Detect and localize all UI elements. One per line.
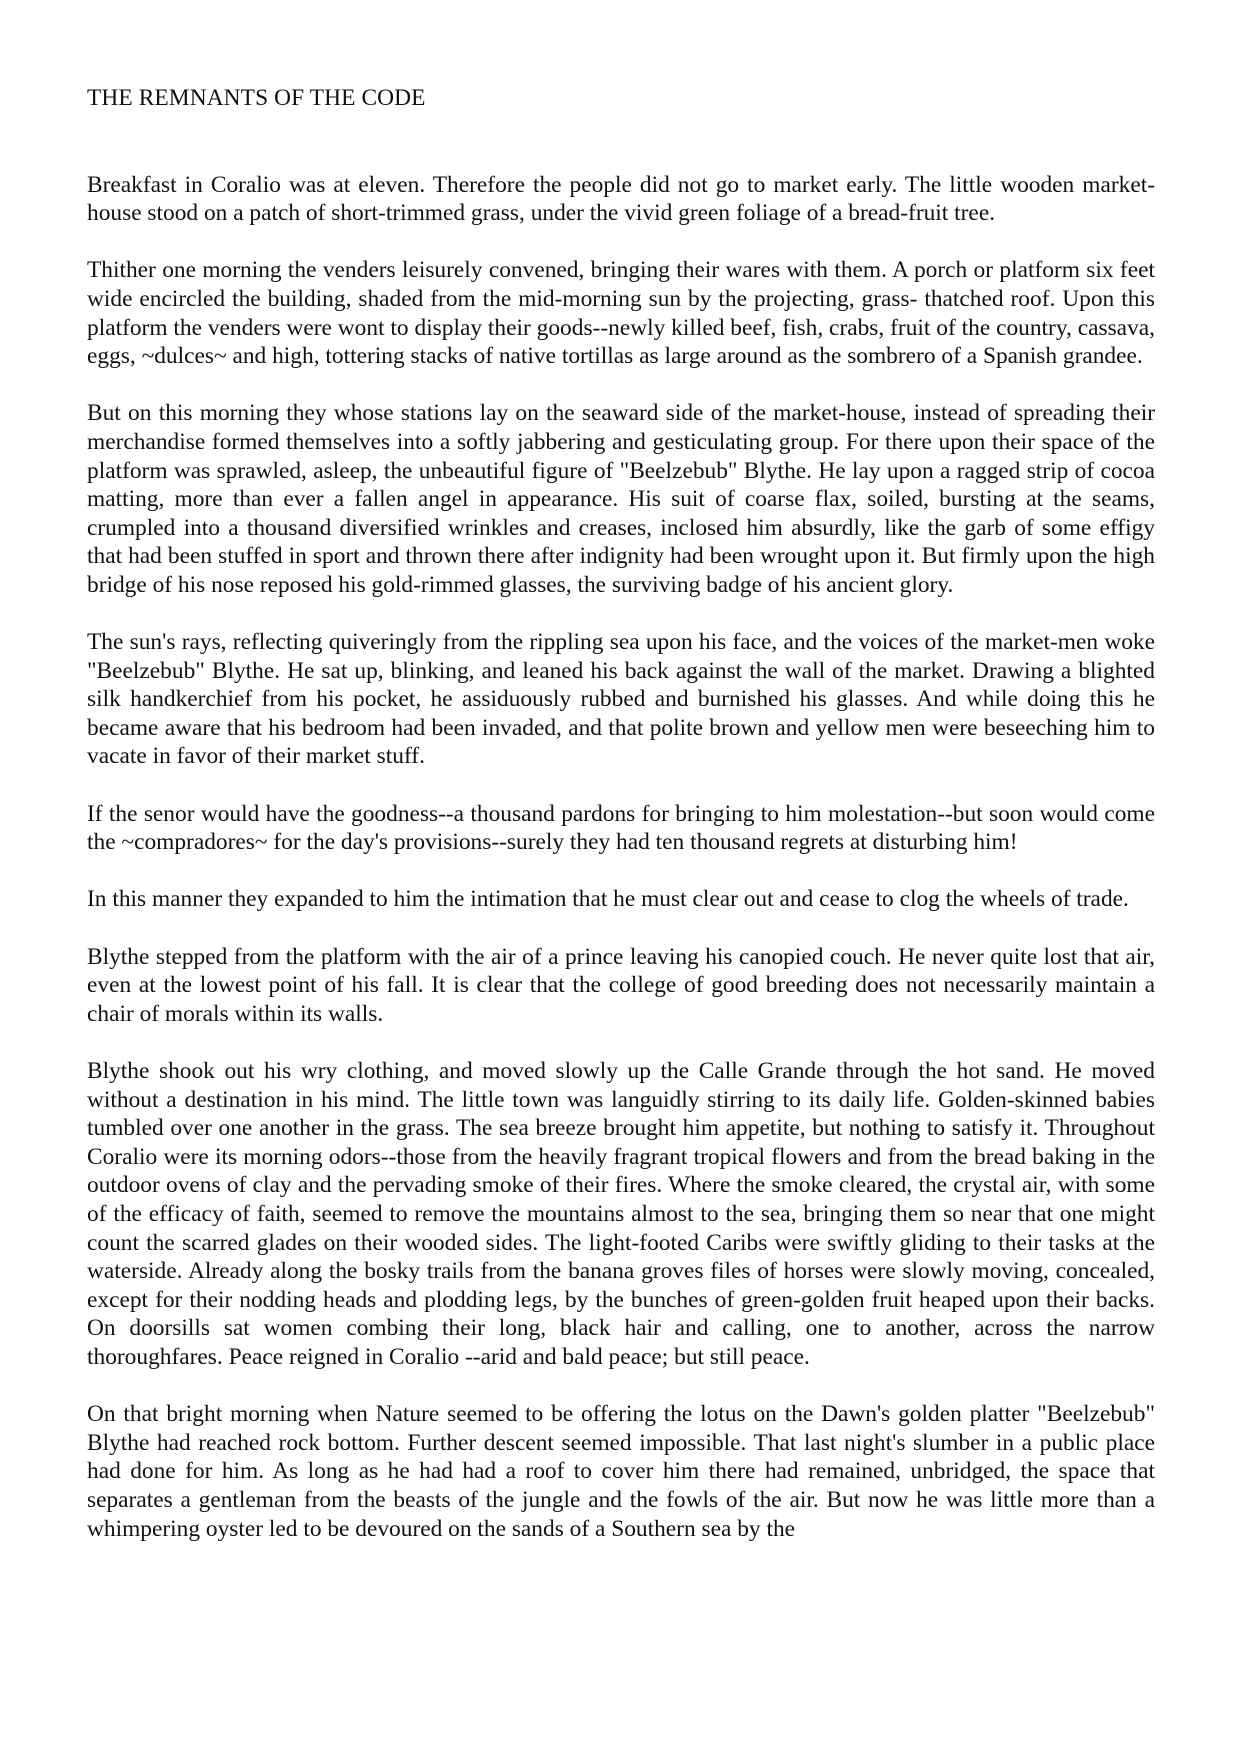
paragraph: If the senor would have the goodness--a thousand pardons for bringing to him molestation--but soon would come the ~compradores~ for the day's provisions--surely they had ten thousand regrets at disturbing him! [87,800,1155,856]
paragraph: In this manner they expanded to him the intimation that he must clear out and cease to clog the wheels of trade. [87,886,1129,913]
paragraph: Blythe shook out his wry clothing, and moved slowly up the Calle Grande through the hot sand. He moved without a destination in his mind. The little town was languidly stirring to its daily life. Golden-skinned babies tumbled over one another in the grass. The sea breeze brought him appetite, but nothing to satisfy it. Throughout Coralio were its morning odors--those from the heavily fragrant tropical flowers and from the bread baking in the outdoor ovens of clay and the pervading smoke of their fires. Where the smoke cleared, the crystal air, with some of the efficacy of faith, seemed to remove the mountains almost to the sea, bringing them so near that one might count the scarred glades on their wooded sides. The light-footed Caribs were swiftly gliding to their tasks at the waterside. Already along the bosky trails from the banana groves files of horses were slowly moving, concealed, except for their nodding heads and plodding legs, by the bunches of green-golden fruit heaped upon their backs. On doorsills sat women combing their long, black hair and calling, one to another, across the narrow thoroughfares. Peace reigned in Coralio --arid and bald peace; but still peace. [87,1058,1155,1370]
document-page [87,84,1155,1543]
paragraph: Thither one morning the venders leisurely convened, bringing their wares with them. A porch or platform six feet wide encircled the building, shaded from the mid-morning sun by the projecting, grass- thatched roof. Upon this platform the venders were wont to display their goods--newly killed beef, fish, crabs, fruit of the country, cassava, eggs, ~dulces~ and high, tottering stacks of native tortillas as large around as the sombrero of a Spanish grandee. [87,257,1155,370]
paragraph: But on this morning they whose stations lay on the seaward side of the market-house, instead of spreading their merchandise formed themselves into a softly jabbering and gesticulating group. For there upon their space of the platform was sprawled, asleep, the unbeautiful figure of "Beelzebub" Blythe. He lay upon a ragged strip of cocoa matting, more than ever a fallen angel in appearance. His suit of coarse flax, soiled, bursting at the seams, crumpled into a thousand diversified wrinkles and creases, inclosed him absurdly, like the garb of some effigy that had been stuffed in sport and thrown there after indignity had been wrought upon it. But firmly upon the high bridge of his nose reposed his gold-rimmed glasses, the surviving badge of his ancient glory. [87,400,1155,598]
paragraph: Blythe stepped from the platform with the air of a prince leaving his canopied couch. He never quite lost that air, even at the lowest point of his fall. It is clear that the college of good breeding does not necessarily maintain a chair of morals within its walls. [87,943,1155,1027]
paragraph: The sun's rays, reflecting quiveringly from the rippling sea upon his face, and the voices of the market-men woke "Beelzebub" Blythe. He sat up, blinking, and leaned his back against the wall of the market. Drawing a blighted silk handkerchief from his pocket, he assiduously rubbed and burnished his glasses. And while doing this he became aware that his bedroom had been invaded, and that polite brown and yellow men were beseeching him to vacate in favor of their market stuff. [87,629,1155,770]
paragraph: Breakfast in Coralio was at eleven. Therefore the people did not go to market early. The little wooden market-house stood on a patch of short-trimmed grass, under the vivid green foliage of a bread-fruit tree. [87,171,1155,227]
chapter-title: THE REMNANTS OF THE CODE [87,85,426,111]
paragraph: On that bright morning when Nature seemed to be offering the lotus on the Dawn's golden platter "Beelzebub" Blythe had reached rock bottom. Further descent seemed impossible. That last night's slumber in a public place had done for him. As long as he had had a roof to cover him there had remained, unbridged, the space that separates a gentleman from the beasts of the jungle and the fowls of the air. But now he was little more than a whimpering oyster led to be devoured on the sands of a Southern sea by the [87,1401,1155,1542]
